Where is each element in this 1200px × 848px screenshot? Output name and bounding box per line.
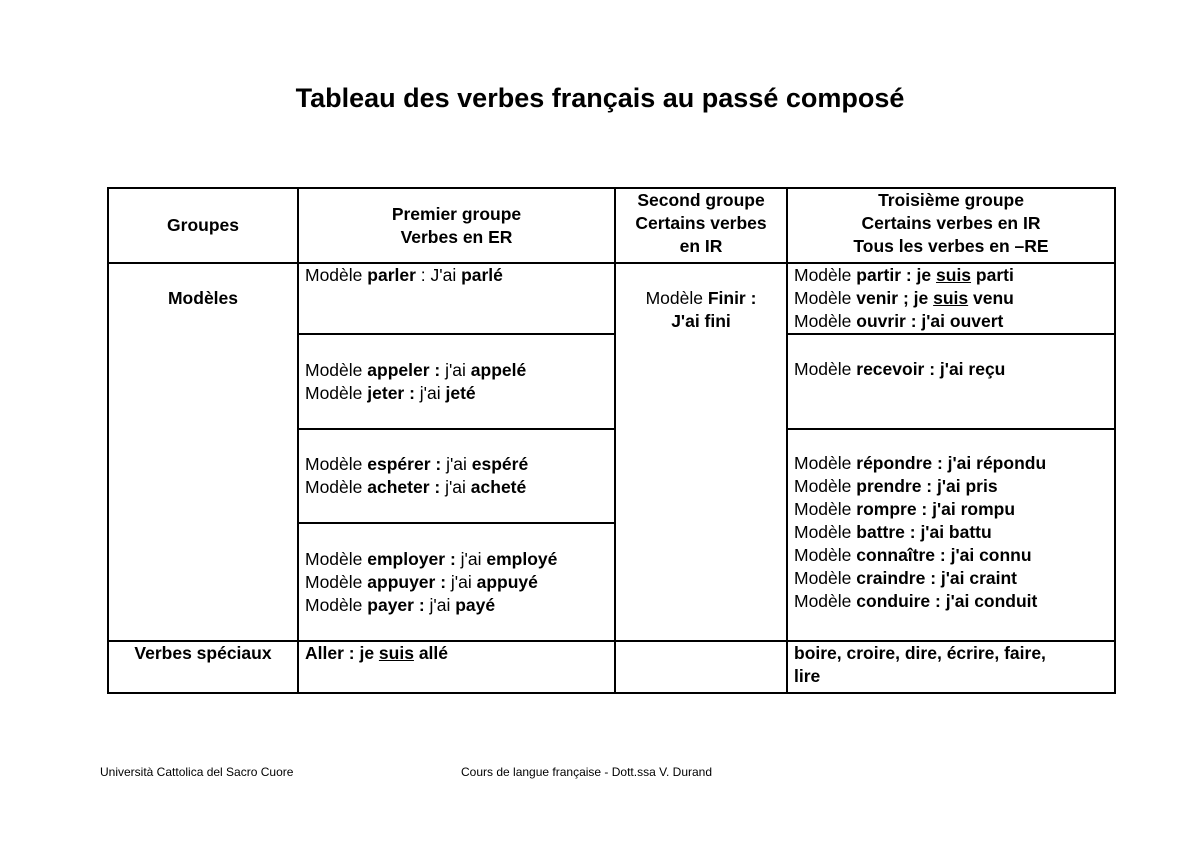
list-item: Modèle appeler : j'ai appelé — [305, 359, 527, 380]
list-item: Modèle recevoir : j'ai reçu — [794, 359, 1006, 379]
list-item: Modèle Finir : — [645, 288, 757, 308]
header-groupes-label: Groupes — [167, 215, 239, 235]
cell-troisieme-partir-venir-ouvrir — [787, 263, 1115, 334]
header-premier-line1: Premier groupe — [391, 203, 522, 224]
cell-second-finir — [615, 263, 787, 641]
list-item: Modèle payer : j'ai payé — [305, 594, 496, 615]
row-label-modeles — [108, 263, 298, 641]
speciaux-row — [108, 641, 1115, 693]
header-troisieme-line3: Tous les verbes en –RE — [853, 236, 1049, 256]
cell-troisieme-speciaux — [787, 641, 1115, 693]
header-troisieme-groupe — [787, 188, 1115, 263]
footer-university: Università Cattolica del Sacro Cuore — [100, 765, 294, 779]
list-item: Modèle jeter : j'ai jeté — [305, 382, 476, 403]
row-label-speciaux-text: Verbes spéciaux — [134, 643, 272, 663]
cell-troisieme-recevoir — [787, 334, 1115, 429]
modeles-row-1 — [108, 263, 1115, 334]
list-item: boire, croire, dire, écrire, faire, — [794, 643, 1046, 663]
header-troisieme-line2: Certains verbes en IR — [861, 213, 1041, 233]
cell-premier-esperer-acheter — [298, 429, 615, 523]
list-item: Modèle espérer : j'ai espéré — [305, 454, 529, 474]
list-item: Modèle conduire : j'ai conduit — [794, 591, 1038, 611]
list-item: Modèle prendre : j'ai pris — [794, 476, 998, 496]
cell-premier-parler — [298, 263, 615, 334]
list-item: Modèle ouvrir : j'ai ouvert — [794, 311, 1004, 331]
list-item: Modèle répondre : j'ai répondu — [794, 453, 1047, 473]
footer-course: Cours de langue française - Dott.ssa V. Durand — [461, 765, 713, 779]
list-item: Modèle acheter : j'ai acheté — [305, 477, 527, 497]
list-item: Modèle connaître : j'ai connu — [794, 545, 1032, 565]
list-item: J'ai fini — [671, 311, 731, 331]
header-premier-line2: Verbes en ER — [400, 226, 513, 247]
page-title: Tableau des verbes français au passé composé — [295, 83, 905, 113]
verb-table — [107, 187, 1116, 694]
row-label-modeles-text: Modèles — [167, 288, 239, 308]
list-item: Modèle appuyer : j'ai appuyé — [305, 571, 538, 592]
list-item: Modèle rompre : j'ai rompu — [794, 499, 1016, 519]
cell-premier-appeler-jeter — [298, 334, 615, 429]
cell-troisieme-re-verbs — [787, 429, 1115, 641]
list-item: Aller : je suis allé — [305, 643, 449, 663]
list-item: lire — [794, 666, 821, 686]
list-item: Modèle employer : j'ai employé — [305, 548, 558, 569]
cell-premier-employer-appuyer-payer — [298, 523, 615, 641]
cell-second-speciaux — [615, 641, 787, 693]
cell-premier-aller — [298, 641, 615, 693]
list-item: Modèle partir : je suis parti — [794, 265, 1014, 285]
list-item: Modèle venir ; je suis venu — [794, 288, 1014, 308]
header-troisieme-line1: Troisième groupe — [878, 190, 1024, 210]
row-label-speciaux — [108, 641, 298, 693]
list-item: Modèle parler : J'ai parlé — [305, 265, 503, 285]
list-item: Modèle battre : j'ai battu — [794, 522, 992, 542]
header-second-line3: en IR — [679, 236, 723, 256]
header-second-groupe — [615, 188, 787, 263]
header-groupes — [108, 188, 298, 263]
header-row — [108, 188, 1115, 263]
header-second-line2: Certains verbes — [635, 213, 767, 233]
header-premier-groupe — [298, 188, 615, 263]
header-second-line1: Second groupe — [637, 190, 765, 210]
list-item: Modèle craindre : j'ai craint — [794, 568, 1018, 588]
